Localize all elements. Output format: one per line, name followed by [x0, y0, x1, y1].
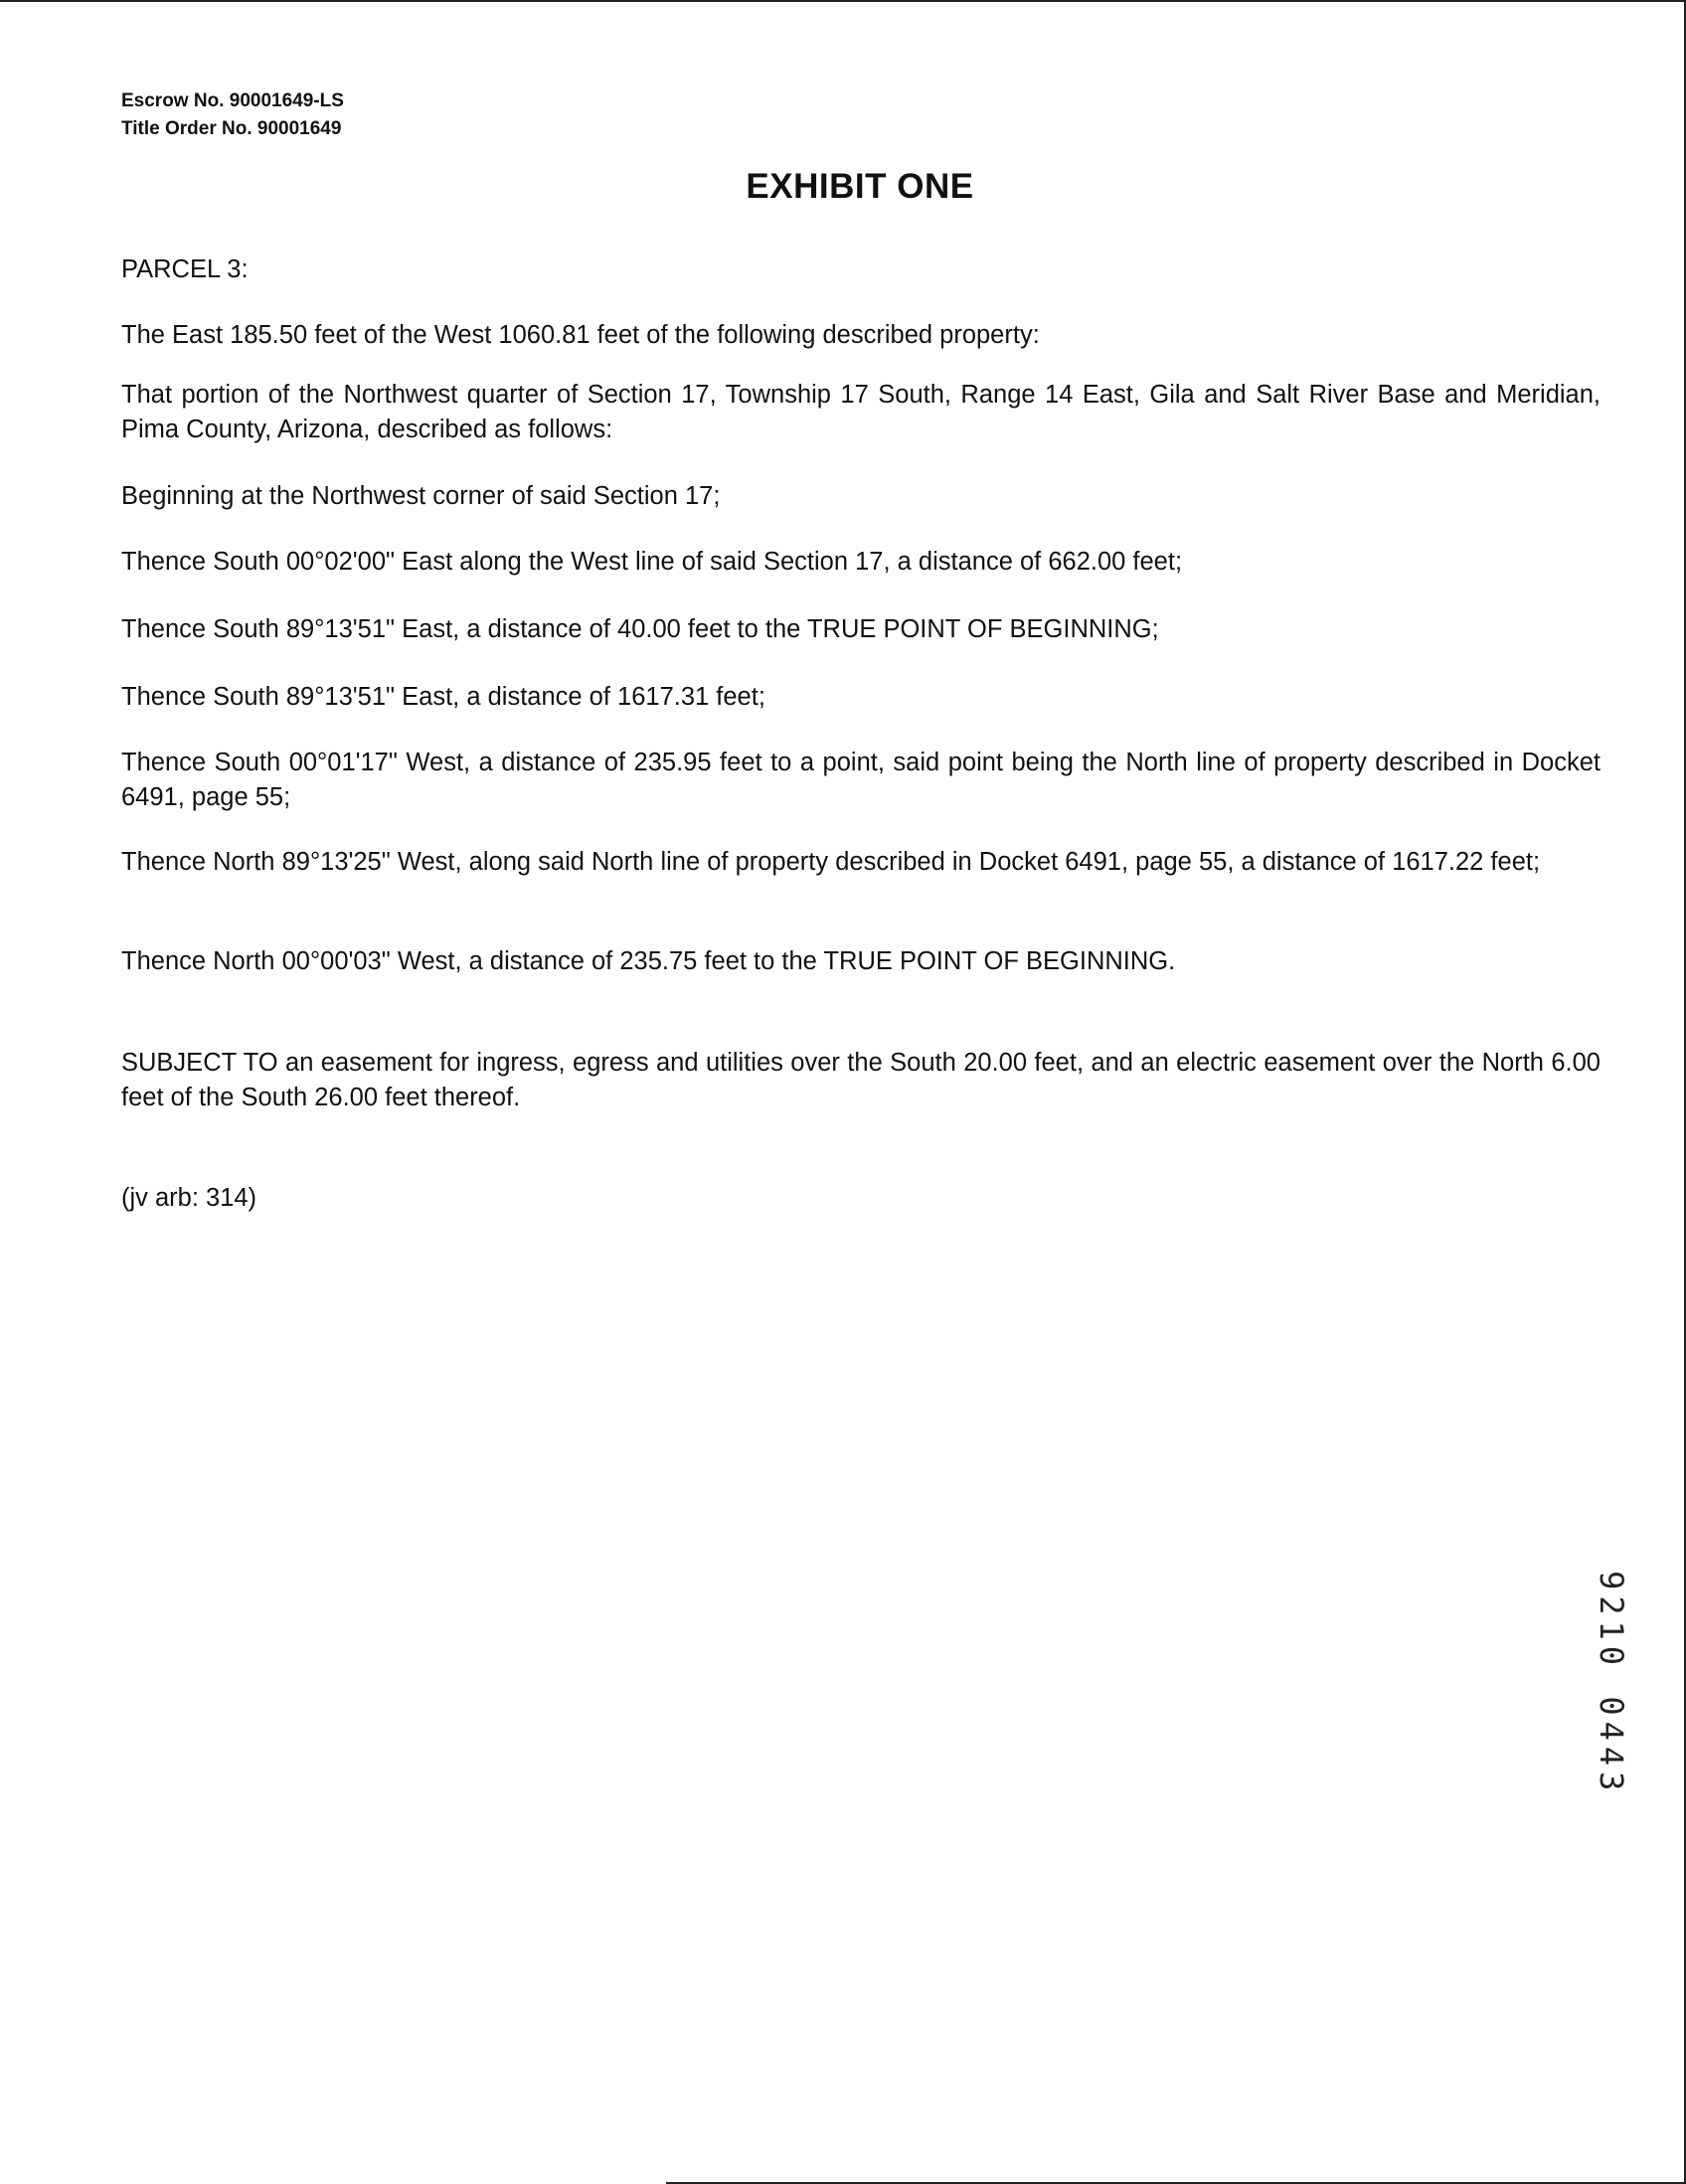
- paragraph-easement: SUBJECT TO an easement for ingress, egress and utilities over the South 20.00 feet, and an electric easement over the North 6.00 feet of the South 26.00 feet thereof.: [121, 1049, 1601, 1111]
- paragraph-call-2: Thence South 89°13'51" East, a distance of 40.00 feet to the TRUE POINT OF BEGINNING;: [121, 615, 1159, 643]
- parcel-label: PARCEL 3:: [121, 255, 249, 283]
- paragraph-call-6: Thence North 00°00'03" West, a distance of 235.75 feet to the TRUE POINT OF BEGINNING.: [121, 947, 1176, 975]
- paragraph-call-5: Thence North 89°13'25" West, along said North line of property described in Docket 6491, page 55, a distance of 1617.22 feet;: [121, 848, 1541, 876]
- paragraph-call-4: Thence South 00°01'17" West, a distance of 235.95 feet to a point, said point being the North line of property described in Docket 6491, page 55;: [121, 749, 1601, 811]
- page-border-top: [0, 0, 1686, 2]
- document-header: [121, 87, 344, 143]
- paragraph-call-3: Thence South 89°13'51" East, a distance of 1617.31 feet;: [121, 683, 765, 711]
- paragraph-call-1: Thence South 00°02'00" East along the West line of said Section 17, a distance of 662.00 feet;: [121, 548, 1183, 576]
- reference-note: (jv arb: 314): [121, 1184, 257, 1212]
- escrow-number: Escrow No. 90001649-LS: [121, 90, 344, 111]
- paragraph-property-scope: The East 185.50 feet of the West 1060.81 feet of the following described property:: [121, 321, 1040, 349]
- recording-stamp: 9210 0443: [1593, 1571, 1630, 1797]
- title-order-number: Title Order No. 90001649: [121, 118, 342, 139]
- exhibit-title: EXHIBIT ONE: [746, 167, 974, 206]
- paragraph-beginning: Beginning at the Northwest corner of said Section 17;: [121, 482, 721, 510]
- paragraph-portion: That portion of the Northwest quarter of Section 17, Township 17 South, Range 14 East, Gila and Salt River Base and Meridian, Pima County, Arizona, described as follows:: [121, 381, 1601, 443]
